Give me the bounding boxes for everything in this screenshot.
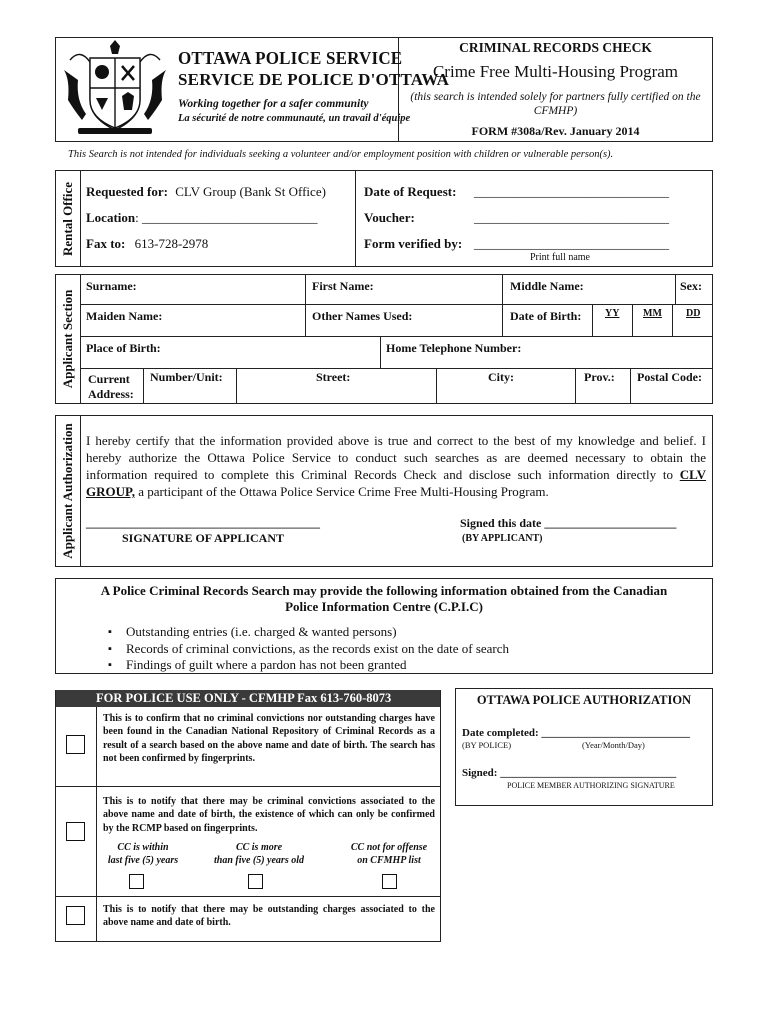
date-of-request-blank[interactable]: ______________________________ xyxy=(474,184,669,199)
police-authorization-heading: OTTAWA POLICE AUTHORIZATION xyxy=(476,693,692,707)
police-signed-field[interactable]: Signed: ________________________________ xyxy=(462,767,677,779)
cc-within-checkbox[interactable] xyxy=(129,874,144,889)
possible-conviction-checkbox[interactable] xyxy=(66,822,85,841)
cell-divider xyxy=(236,368,237,404)
cell-divider xyxy=(436,368,437,404)
cc-within-line-1: CC is within xyxy=(117,842,169,853)
cc-not-checkbox[interactable] xyxy=(382,874,397,889)
fax-field[interactable] xyxy=(86,236,208,252)
cc-not-label xyxy=(336,841,442,867)
authorization-text-2: a participant of the Ottawa Police Service Crime Free Multi-Housing Program. xyxy=(135,484,549,499)
date-completed-field[interactable]: Date completed: ___________________________ xyxy=(462,727,690,739)
form-verified-blank[interactable]: ______________________________ xyxy=(474,236,669,251)
home-phone-field[interactable]: Home Telephone Number: xyxy=(386,341,522,355)
cpic-item: ▪ Findings of guilt where a pardon has not been granted xyxy=(102,657,662,674)
disclaimer: This Search is not intended for individuals seeking a volunteer and/or employment position with children or vulnerable person(s). xyxy=(68,149,614,160)
rental-office-label: Rental Office xyxy=(60,182,75,257)
applicant-label-divider xyxy=(80,274,81,404)
current-address-line-1: Current xyxy=(88,372,130,386)
by-police-label: (BY POLICE) xyxy=(462,740,512,750)
authorization-company: CLV GROUP, xyxy=(86,467,706,499)
authorization-text-1: I hereby certify that the information provided above is true and correct to the best of my knowledge and belief. I hereby authorize the Ottawa Police Service to conduct such searches as are deemed necessary to obtain the information required to complete this Criminal Records Check and disclose such information directly to xyxy=(86,433,706,482)
location-field[interactable] xyxy=(86,210,318,226)
current-address-label xyxy=(88,372,134,402)
possible-conviction-text: This is to notify that there may be criminal convictions associated to the above name and date of birth, the existence of which can only be confirmed by the RCMP based on fingerprints. xyxy=(103,796,435,834)
number-unit-field[interactable]: Number/Unit: xyxy=(150,370,223,384)
form-number: FORM #308a/Rev. January 2014 xyxy=(471,124,640,138)
applicant-row-line xyxy=(80,304,713,305)
prov-field[interactable]: Prov.: xyxy=(584,370,615,384)
motto-en: Working together for a safer community xyxy=(178,98,369,110)
police-use-row-line xyxy=(55,786,441,787)
fax-label: Fax to: xyxy=(86,236,126,251)
by-applicant-label: (BY APPLICANT) xyxy=(462,533,543,544)
authorization-statement xyxy=(86,432,706,500)
cc-more-checkbox[interactable] xyxy=(248,874,263,889)
city-field[interactable]: City: xyxy=(488,370,514,384)
cell-divider xyxy=(672,304,673,336)
police-use-heading: FOR POLICE USE ONLY - CFMHP Fax 613-760-8073 xyxy=(56,690,440,707)
police-member-signature-label: POLICE MEMBER AUTHORIZING SIGNATURE xyxy=(507,781,675,790)
maiden-name-field[interactable]: Maiden Name: xyxy=(86,309,163,323)
program-title: Crime Free Multi-Housing Program xyxy=(432,62,679,81)
applicant-row-line xyxy=(80,368,713,369)
police-use-checkbox-column-divider xyxy=(96,707,97,942)
cc-more-line-1: CC is more xyxy=(235,842,283,853)
cc-not-line-1: CC not for offense xyxy=(350,842,428,853)
requested-for-field[interactable] xyxy=(86,184,326,200)
surname-field[interactable]: Surname: xyxy=(86,279,137,293)
service-name-fr: SERVICE DE POLICE D'OTTAWA xyxy=(178,70,450,89)
cc-more-line-2: than five (5) years old xyxy=(214,855,304,866)
sex-field[interactable]: Sex: xyxy=(680,279,702,293)
dob-yy-field[interactable]: YY xyxy=(605,308,620,319)
ottawa-police-crest-icon xyxy=(60,40,170,138)
service-name-en: OTTAWA POLICE SERVICE xyxy=(178,48,403,69)
program-note: (this search is intended solely for partners fully certified on the CFMHP) xyxy=(410,91,701,117)
cell-divider xyxy=(575,368,576,404)
cell-divider xyxy=(630,368,631,404)
first-name-field[interactable]: First Name: xyxy=(312,279,374,293)
applicant-signature-line[interactable]: _______________________________________ xyxy=(86,516,320,530)
cell-divider xyxy=(305,274,306,336)
date-of-request-label: Date of Request: xyxy=(364,184,457,199)
rental-office-column-divider xyxy=(355,170,356,267)
fax-value: 613-728-2978 xyxy=(134,236,209,251)
cpic-item: ▪ Outstanding entries (i.e. charged & wanted persons) xyxy=(102,624,662,641)
signed-date-field[interactable]: Signed this date ______________________ xyxy=(460,516,677,530)
cpic-item: ▪ Records of criminal convictions, as the records exist on the date of search xyxy=(102,641,662,658)
police-use-row-line xyxy=(55,896,441,897)
no-record-text: This is to confirm that no criminal convictions nor outstanding charges have been found in the Canadian National Repository of Criminal Records as a result of a search based on the above name and date of birth. The search has not been confirmed by fingerprints. xyxy=(103,713,435,764)
voucher-label: Voucher: xyxy=(364,210,415,225)
dob-dd-field[interactable]: DD xyxy=(686,308,701,319)
cc-within-label xyxy=(100,841,186,867)
authorization-label: Applicant Authorization xyxy=(60,423,75,559)
signature-of-applicant-label: SIGNATURE OF APPLICANT xyxy=(122,531,285,545)
cell-divider xyxy=(143,368,144,404)
cpic-list xyxy=(102,624,662,674)
dob-mm-field[interactable]: MM xyxy=(643,308,662,319)
postal-code-field[interactable]: Postal Code: xyxy=(637,370,702,384)
requested-for-label: Requested for: xyxy=(86,184,168,199)
cc-within-line-2: last five (5) years xyxy=(107,855,179,866)
cell-divider xyxy=(632,304,633,336)
location-blank: : ___________________________ xyxy=(135,210,318,225)
cell-divider xyxy=(502,274,503,336)
other-names-field[interactable]: Other Names Used: xyxy=(312,309,413,323)
date-of-birth-label: Date of Birth: xyxy=(510,309,582,323)
middle-name-field[interactable]: Middle Name: xyxy=(510,279,584,293)
cc-more-label xyxy=(203,841,315,867)
cell-divider xyxy=(675,274,676,304)
outstanding-charges-checkbox[interactable] xyxy=(66,906,85,925)
form-verified-label: Form verified by: xyxy=(364,236,463,251)
print-full-name-hint: Print full name xyxy=(530,252,590,263)
rental-office-label-divider xyxy=(80,170,81,267)
voucher-blank[interactable]: ______________________________ xyxy=(474,210,669,225)
no-record-checkbox[interactable] xyxy=(66,735,85,754)
cell-divider xyxy=(592,304,593,336)
street-field[interactable]: Street: xyxy=(316,370,351,384)
requested-for-value: CLV Group (Bank St Office) xyxy=(175,184,326,199)
applicant-section-label: Applicant Section xyxy=(60,289,75,389)
cc-not-line-2: on CFMHP list xyxy=(357,855,421,866)
outstanding-charges-text: This is to notify that there may be outstanding charges associated to the above name and date of birth. xyxy=(103,904,435,929)
year-month-day-label: (Year/Month/Day) xyxy=(582,740,645,750)
current-address-line-2: Address: xyxy=(88,387,134,401)
cpic-heading: A Police Criminal Records Search may provide the following information obtained from the Canadian Police Information Centre (C.P.I.C) xyxy=(100,583,668,614)
applicant-row-line xyxy=(80,336,713,337)
place-of-birth-field[interactable]: Place of Birth: xyxy=(86,341,161,355)
cell-divider xyxy=(380,336,381,368)
authorization-label-divider xyxy=(80,415,81,567)
motto-fr: La sécurité de notre communauté, un travail d'équipe xyxy=(178,113,411,124)
form-title: CRIMINAL RECORDS CHECK xyxy=(459,40,652,55)
location-label: Location xyxy=(86,210,136,225)
